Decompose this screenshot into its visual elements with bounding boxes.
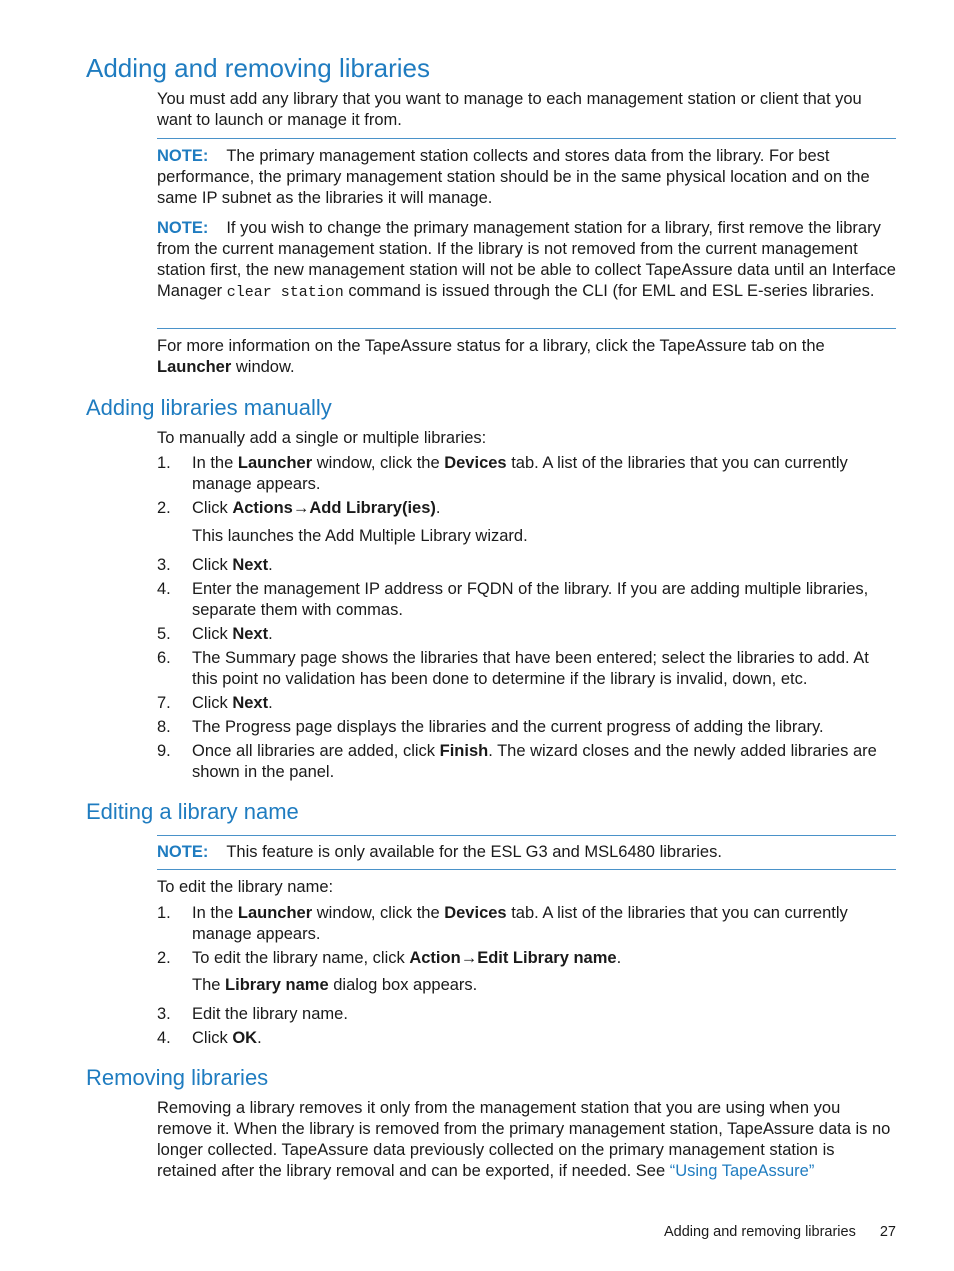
manual-step-2: 2. Click Actions→Add Library(ies). — [157, 499, 441, 517]
edit-step-4: 4. Click OK. — [157, 1029, 262, 1047]
section-heading-remove: Removing libraries — [86, 1065, 269, 1090]
edit-step-3: 3. Edit the library name. — [157, 1005, 348, 1023]
manual-step-2-result: This launches the Add Multiple Library wizard. — [192, 527, 528, 545]
edit-note: NOTE: This feature is only available for the ESL G3 and MSL6480 libraries. — [157, 843, 722, 861]
note-text: The primary management station collects and stores data from the library. For best performance, the primary management station should be in the same physical location and on the same IP subnet as the libraries it will manage. — [157, 147, 870, 207]
page-footer — [664, 1222, 896, 1243]
note-primary-station — [157, 146, 897, 209]
note-label: NOTE: — [157, 147, 209, 165]
note-divider-top — [157, 138, 896, 139]
launcher-term: Launcher — [157, 358, 232, 376]
manual-step-1: 1. In the Launcher window, click the Devices tab. A list of the libraries that you can currently manage appears. — [157, 454, 848, 493]
manual-step-6: 6. The Summary page shows the libraries that have been entered; select the libraries to add. At this point no validation has been done to determine if the library is invalid, down, etc. — [157, 649, 869, 688]
note-text-after: command is issued through the CLI (for EML and ESL E-series libraries. — [343, 282, 875, 300]
manual-step-5: 5. Click Next. — [157, 625, 273, 643]
note-label: NOTE: — [157, 219, 209, 237]
edit-step-2: 2. To edit the library name, click Action→Edit Library name. — [157, 949, 622, 967]
cli-command: clear station — [226, 284, 344, 301]
manual-step-3: 3. Click Next. — [157, 556, 273, 574]
edit-note-divider-top — [157, 835, 896, 836]
edit-lead: To edit the library name: — [157, 878, 334, 896]
intro-paragraph: You must add any library that you want to manage to each management station or client that you want to launch or manage it from. — [157, 90, 862, 129]
edit-note-divider-bottom — [157, 869, 896, 870]
section-heading-manual: Adding libraries manually — [86, 395, 332, 420]
footer-section-title: Adding and removing libraries — [664, 1224, 856, 1240]
using-tapeassure-link[interactable]: “Using TapeAssure” — [669, 1162, 815, 1180]
note-change-station — [157, 218, 897, 303]
manual-step-7: 7. Click Next. — [157, 694, 273, 712]
manual-lead: To manually add a single or multiple libraries: — [157, 429, 487, 447]
section-heading-edit: Editing a library name — [86, 799, 299, 824]
page-number: 27 — [879, 1224, 896, 1240]
page-title: Adding and removing libraries — [86, 53, 430, 83]
manual-step-4: 4. Enter the management IP address or FQDN of the library. If you are adding multiple libraries, separate them with commas. — [157, 580, 869, 619]
edit-step-1: 1. In the Launcher window, click the Devices tab. A list of the libraries that you can currently manage appears. — [157, 904, 848, 943]
edit-step-2-result: The Library name dialog box appears. — [192, 976, 478, 994]
remove-paragraph: Removing a library removes it only from the management station that you are using when you remove it. When the library is removed from the primary management station, TapeAssure data is no longer collected. TapeAssure data previously collected on the primary management station is retained after the library removal and can be exported, if needed. See “Using TapeAssure” — [157, 1099, 891, 1180]
note-text-before: If you wish to change the primary management station for a library, first remove the library from the current management station. If the library is not removed from the current management station first, the new management station will not be able to collect TapeAssure data until an Interface Manager — [157, 219, 896, 300]
manual-step-9: 9. Once all libraries are added, click Finish. The wizard closes and the newly added libraries are shown in the panel. — [157, 742, 877, 781]
note-divider-bottom — [157, 328, 896, 329]
tapeassure-info: For more information on the TapeAssure status for a library, click the TapeAssure tab on the Launcher window. — [157, 337, 825, 376]
manual-step-8: 8. The Progress page displays the libraries and the current progress of adding the library. — [157, 718, 824, 736]
note-label: NOTE: — [157, 843, 209, 861]
